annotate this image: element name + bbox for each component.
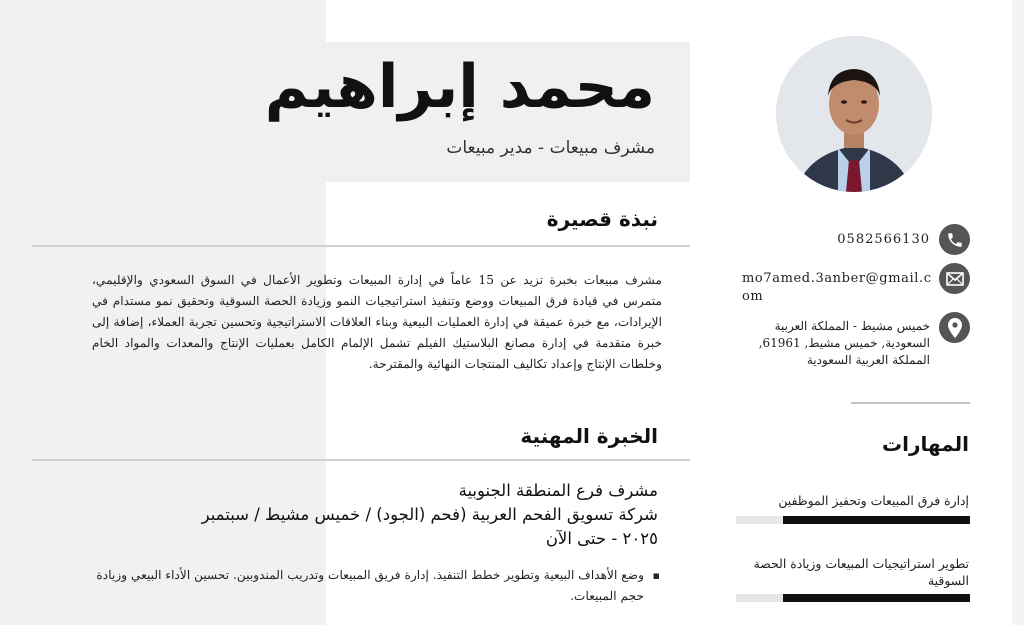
- job-bullet: ▪ وضع الأهداف البيعية وتطوير خطط التنفيذ. إدارة فريق المبيعات وتدريب المندوبين. تحسين الأداء البيعي وزيادة حجم المبيعات.: [90, 565, 660, 607]
- skills-top-divider: [851, 402, 970, 404]
- candidate-name: محمد إبراهيم: [264, 52, 655, 122]
- skill-level-fill: [783, 594, 970, 602]
- job-company: شركة تسويق الفحم العربية (فحم (الجود) / خميس مشيط / سبتمبر: [201, 505, 658, 524]
- summary-heading: نبذة قصيرة: [546, 207, 658, 231]
- phone-icon: [939, 224, 970, 255]
- experience-heading: الخبرة المهنية: [520, 424, 658, 448]
- location-pin-icon: [939, 312, 970, 343]
- job-date: ٢٠٢٥ - حتى الآن: [545, 529, 658, 548]
- experience-divider: [32, 459, 690, 461]
- page-right-edge: [1012, 0, 1024, 625]
- phone-number[interactable]: 0582566130: [837, 232, 930, 247]
- skill-level-fill: [783, 516, 970, 524]
- summary-text: مشرف مبيعات بخبرة تزيد عن 15 عاماً في إدارة المبيعات وتطوير الأعمال في السوق السعودي والإقليمي، متمرس في قيادة فرق المبيعات ووضع وتنفيذ استراتيجيات النمو وزيادة الحصة السوقية وتحقيق نمو مستدام في الإيرادات، مع خبرة عميقة في إدارة العمليات البيعية وبناء العلاقات الاستراتيجية وتحسين تجربة العملاء، إضافة إلى خبرة متقدمة في إدارة مصانع البلاستيك الفيلم تشمل الإلمام الكامل بعمليات الإنتاج والمعدات والمواد الخام وخلطات الإنتاج وإعداد تكاليف المنتجات النهائية والمقترحة.: [92, 273, 662, 371]
- skill-level-bar: [736, 516, 970, 524]
- profile-photo: [776, 36, 932, 192]
- email-address[interactable]: mo7amed.3anber@gmail.com: [742, 271, 932, 304]
- skill-label: تطوير استراتيجيات المبيعات وزيادة الحصة السوقية: [753, 556, 969, 588]
- skill-level-bar: [736, 594, 970, 602]
- skills-heading: المهارات: [882, 432, 969, 456]
- profile-photo-illustration: [776, 36, 932, 192]
- candidate-title: مشرف مبيعات - مدير مبيعات: [446, 138, 655, 158]
- envelope-icon: [939, 263, 970, 294]
- address: خميس مشيط - المملكة العربية السعودية, خميس مشيط, 61961, المملكة العربية السعودية: [758, 319, 930, 367]
- job-title: مشرف فرع المنطقة الجنوبية: [458, 481, 658, 500]
- summary-divider: [32, 245, 690, 247]
- job-bullet-list: [90, 565, 660, 607]
- skill-label: إدارة فرق المبيعات وتحفيز الموظفين: [778, 493, 969, 508]
